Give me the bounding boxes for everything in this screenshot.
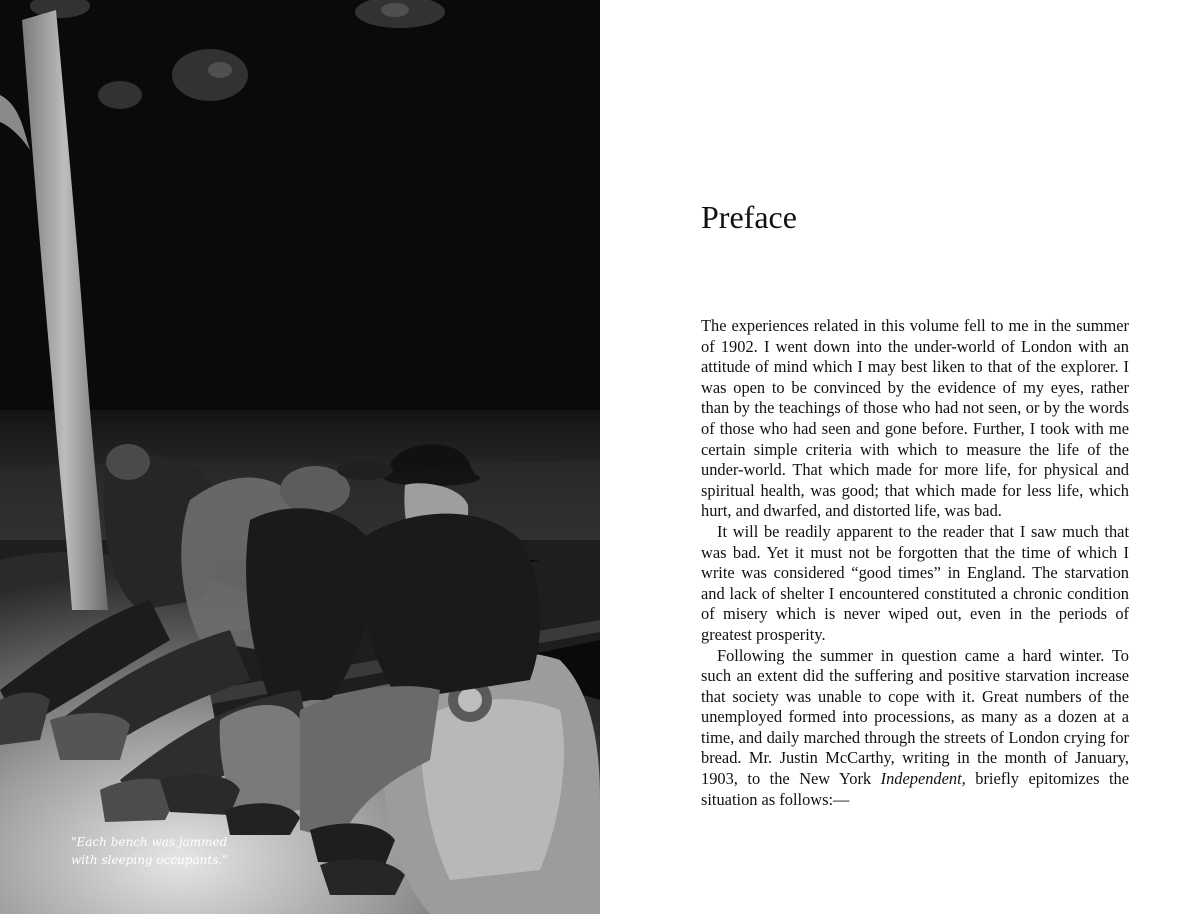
paragraph-1: The experiences related in this volume fell to me in the summer of 1902. I went down into the under-world of London with an attitude of mind which I may best liken to that of the explorer. I was open to be convinced by the evidence of my eyes, rather than by the teachings of those who had not seen, or by the words of those who had seen and gone before. Further, I took with me certain simple criteria with which to measure the life of the under-world. That which made for more life, for physical and spiritual health, was good; that which made for less life, which hurt, and dwarfed, and distorted life, was bad. [701,316,1129,521]
photo-caption-line-1: "Each bench was jammed [71,835,228,849]
photo-caption-line-2: with sleeping occupants." [71,853,228,867]
paragraph-3-text-after: briefly epitomizes the situation as follows:— [701,769,1129,809]
chapter-title: Preface [701,199,797,235]
paragraph-3-italic: Independent, [880,769,966,789]
paragraph-2: It will be readily apparent to the reader that I saw much that was bad. Yet it must not be forgotten that the time of which I write was considered “good times” in England. The starvation and lack of shelter I encountered constituted a chronic condition of misery which is never wiped out, even in the periods of greatest prosperity. [701,521,1129,644]
paragraph-3-text-before: Following the summer in question came a hard winter. To such an extent did the suffering and positive starvation increase that society was unable to cope with it. Great numbers of the unemployed formed into processions, as many as a dozen at a time, and daily marched through the streets of London crying for bread. Mr. Justin McCarthy, writing in the month of January, 1903, to the New York [701,645,1129,789]
preface-body [701,316,1129,810]
paragraph-3 [701,646,1129,811]
text-page [600,0,1200,914]
photo-caption [71,833,251,869]
